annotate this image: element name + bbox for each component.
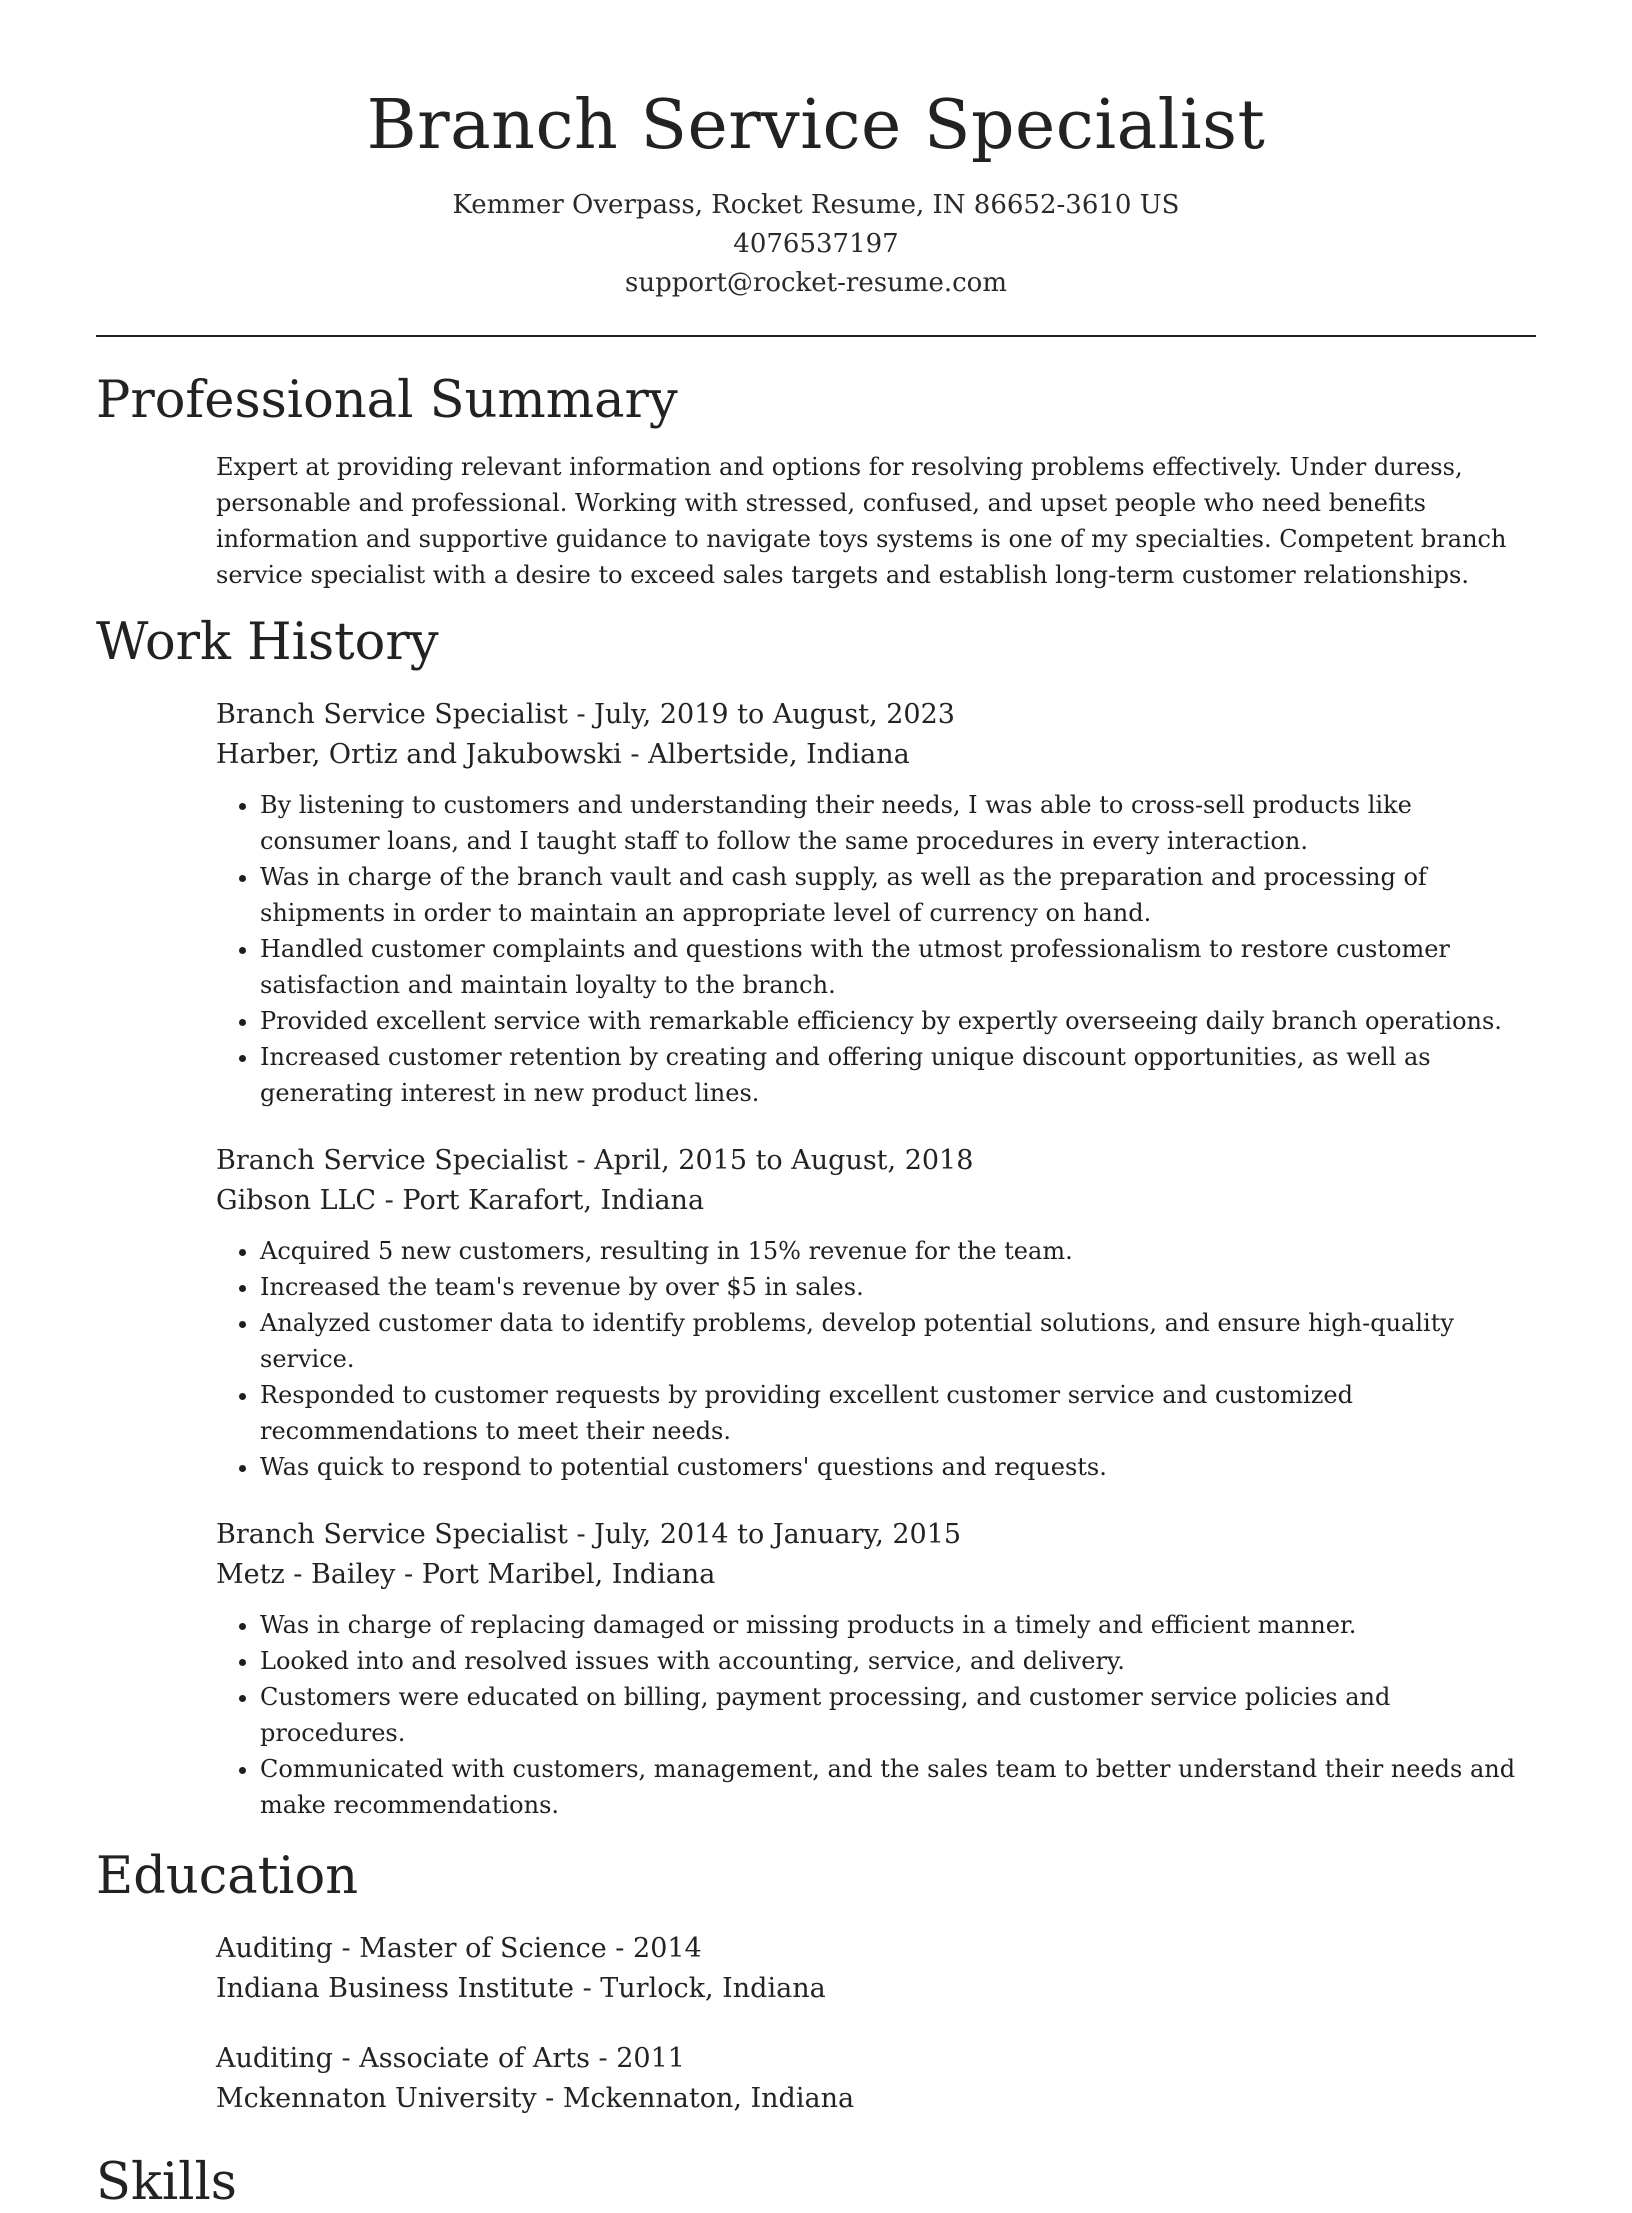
- job-bullet: • Looked into and resolved issues with accounting, service, and delivery.: [260, 1643, 1536, 1679]
- job-bullet: • By listening to customers and understanding their needs, I was able to cross-sell products like consumer loans, and I taught staff to follow the same procedures in every interaction.: [260, 787, 1536, 859]
- job-bullets: [216, 1607, 1536, 1823]
- job-bullet: • Increased customer retention by creating and offering unique discount opportunities, as well as generating interest in new product lines.: [260, 1039, 1536, 1111]
- job-bullet: • Was in charge of the branch vault and cash supply, as well as the preparation and processing of shipments in order to maintain an appropriate level of currency on hand.: [260, 859, 1536, 931]
- degree-line: Auditing - Associate of Arts - 2011: [216, 2043, 685, 2074]
- job-bullet: • Provided excellent service with remarkable efficiency by expertly overseeing daily branch operations.: [260, 1003, 1536, 1039]
- resume-title: Branch Service Specialist: [366, 86, 1266, 165]
- degree-line: Auditing - Master of Science - 2014: [216, 1933, 702, 1964]
- summary-text: Expert at providing relevant information and options for resolving problems effectively. Under duress, personable and professional. Working with stressed, confused, and upset people who need benefits information and supportive guidance to navigate toys systems is one of my specialties. Competent branch service specialist with a desire to exceed sales targets and establish long-term customer relationships.: [216, 453, 1507, 589]
- work-history-section: [216, 695, 1536, 1823]
- job-title-line: Branch Service Specialist - July, 2019 to August, 2023: [216, 699, 955, 730]
- job-bullet: • Acquired 5 new customers, resulting in 15% revenue for the team.: [260, 1233, 1536, 1269]
- job-company-line: Gibson LLC - Port Karafort, Indiana: [216, 1185, 705, 1216]
- section-title-work-history: Work History: [96, 613, 439, 672]
- resume-page: [96, 0, 1536, 2213]
- job-bullet: • Communicated with customers, management, and the sales team to better understand their needs and make recommendations.: [260, 1751, 1536, 1823]
- job-bullet: • Increased the team's revenue by over $5 in sales.: [260, 1269, 1536, 1305]
- job-entry: [216, 1141, 1536, 1485]
- job-bullet: • Customers were educated on billing, payment processing, and customer service policies and procedures.: [260, 1679, 1536, 1751]
- job-bullet: • Handled customer complaints and questions with the utmost professionalism to restore customer satisfaction and maintain loyalty to the branch.: [260, 931, 1536, 1003]
- school-line: Mckennaton University - Mckennaton, Indiana: [216, 2083, 855, 2114]
- job-bullet: • Was in charge of replacing damaged or missing products in a timely and efficient manner.: [260, 1607, 1536, 1643]
- email[interactable]: support@rocket-resume.com: [624, 268, 1007, 298]
- job-bullet: • Analyzed customer data to identify problems, develop potential solutions, and ensure high-quality service.: [260, 1305, 1536, 1377]
- section-title-summary: Professional Summary: [96, 371, 678, 430]
- phone: 4076537197: [733, 229, 899, 259]
- summary-section: [216, 449, 1536, 593]
- job-bullet: • Was quick to respond to potential customers' questions and requests.: [260, 1449, 1536, 1485]
- job-entry: [216, 1515, 1536, 1823]
- education-section: [216, 1929, 1536, 2119]
- education-entry: [216, 2039, 1536, 2119]
- job-title-line: Branch Service Specialist - July, 2014 to January, 2015: [216, 1519, 962, 1550]
- job-bullets: [216, 787, 1536, 1111]
- job-company-line: Metz - Bailey - Port Maribel, Indiana: [216, 1559, 716, 1590]
- job-bullet: • Responded to customer requests by providing excellent customer service and customized recommendations to meet their needs.: [260, 1377, 1536, 1449]
- school-line: Indiana Business Institute - Turlock, Indiana: [216, 1973, 826, 2004]
- job-entry: [216, 695, 1536, 1111]
- address: Kemmer Overpass, Rocket Resume, IN 86652-3610 US: [452, 190, 1180, 220]
- education-entry: [216, 1929, 1536, 2009]
- job-bullets: [216, 1233, 1536, 1485]
- job-title-line: Branch Service Specialist - April, 2015 to August, 2018: [216, 1145, 974, 1176]
- job-company-line: Harber, Ortiz and Jakubowski - Albertside, Indiana: [216, 739, 910, 770]
- header-divider: [96, 335, 1536, 337]
- contact-block: [96, 186, 1536, 303]
- section-title-education: Education: [96, 1847, 359, 1906]
- section-title-skills: Skills: [96, 2153, 237, 2212]
